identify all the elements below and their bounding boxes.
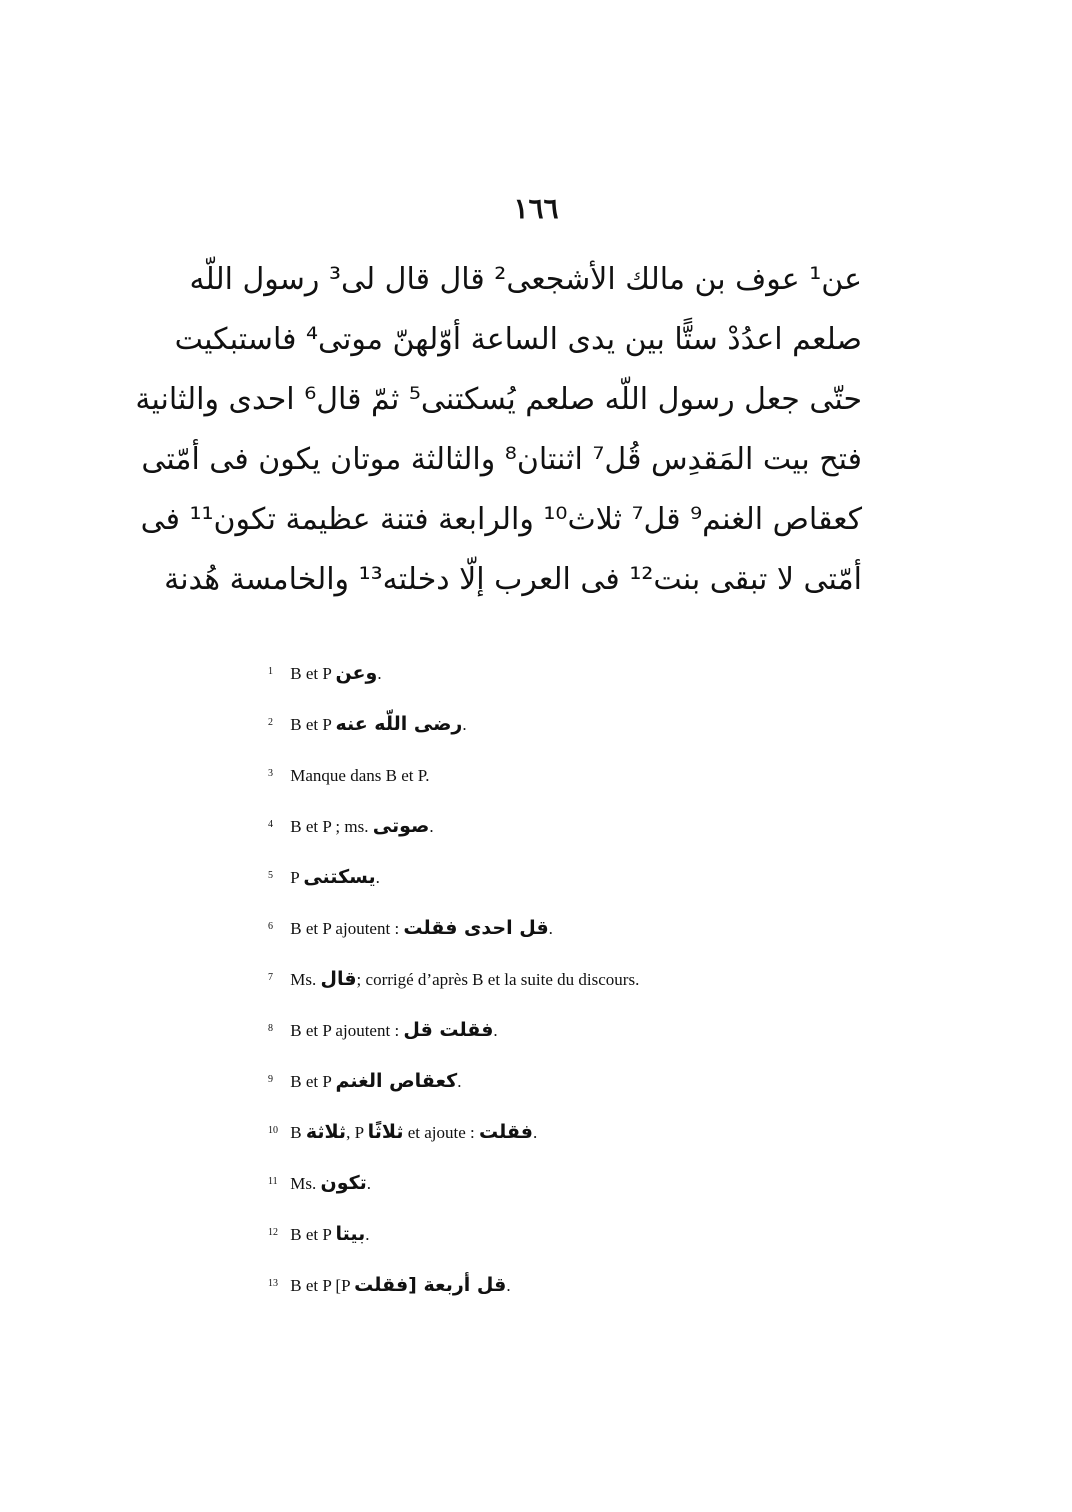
footnote-text: B et P ; ms.: [290, 817, 369, 836]
footnote-arabic: صوتى: [372, 815, 430, 837]
footnote-number: 9: [268, 1074, 273, 1085]
main-text: [135, 250, 862, 610]
footnote-text: .: [548, 919, 553, 938]
footnote-text: B et P [P: [290, 1276, 350, 1295]
footnote-number: 2: [268, 717, 273, 728]
footnote-text: .: [493, 1021, 498, 1040]
footnote-text: Ms.: [290, 970, 317, 989]
footnote: [268, 1264, 888, 1315]
footnote-arabic: تكون: [320, 1172, 367, 1194]
footnote-number: 1: [268, 666, 273, 677]
footnote: [268, 1060, 888, 1111]
footnote-number: 3: [268, 768, 273, 779]
footnote-text: B et P ajoutent :: [290, 1021, 400, 1040]
footnote-text: et ajoute :: [407, 1123, 475, 1142]
footnote: [268, 652, 888, 703]
footnote: [268, 1162, 888, 1213]
footnote-text: .: [375, 868, 380, 887]
footnote-arabic: كعقاص الغنم: [335, 1070, 458, 1092]
footnote-text: P: [290, 868, 300, 887]
footnote: [268, 1213, 888, 1264]
footnote-number: 13: [268, 1278, 278, 1289]
footnote-text: .: [429, 817, 434, 836]
footnote-number: 4: [268, 819, 273, 830]
footnote-text: B et P ajoutent :: [290, 919, 400, 938]
footnote-number: 6: [268, 921, 273, 932]
text-line: فتح بيت المَقدِس قُل⁷ اثنتان⁸ والثالثة موتان يكون فى أمّتى: [141, 442, 862, 477]
footnote-text: Manque dans B et P.: [290, 766, 430, 785]
footnote-number: 12: [268, 1227, 278, 1238]
footnote-arabic: يسكتنى: [303, 866, 376, 888]
footnote-arabic: رضى اللّه عنه: [335, 713, 463, 735]
footnote-arabic: قال: [320, 968, 357, 990]
footnote-text: B et P: [290, 664, 332, 683]
footnote: [268, 754, 888, 805]
footnote-number: 11: [268, 1176, 278, 1187]
footnote-arabic: قل أربعة [فقلت: [354, 1274, 507, 1296]
footnote-number: 8: [268, 1023, 273, 1034]
footnote: [268, 1111, 888, 1162]
footnote-arabic: قل احدى فقلت: [403, 917, 549, 939]
footnote-text: B et P: [290, 1072, 332, 1091]
footnote: [268, 907, 888, 958]
footnote-text: .: [506, 1276, 511, 1295]
text-line: عن¹ عوف بن مالك الأشجعى² قال قال لى³ رسول اللّه: [189, 262, 862, 297]
footnote-number: 10: [268, 1125, 278, 1136]
footnote-text: .: [365, 1225, 370, 1244]
text-line: أمّتى لا تبقى بنت¹² فى العرب إلّا دخلته¹³ والخامسة هُدنة: [164, 562, 862, 597]
footnote-text: B et P: [290, 715, 332, 734]
footnote-text: .: [366, 1174, 372, 1193]
footnotes: [268, 652, 888, 1315]
footnote-text: B et P: [290, 1225, 332, 1244]
footnote-text: .: [377, 664, 382, 683]
footnote-text: ; corrigé d’après B et la suite du discours.: [356, 970, 640, 989]
footnote: [268, 703, 888, 754]
footnote-text: .: [462, 715, 467, 734]
footnote-text: .: [533, 1123, 538, 1142]
footnote: [268, 1009, 888, 1060]
footnote-arabic: فقلت: [479, 1121, 534, 1143]
footnote-arabic: وعن: [335, 662, 378, 684]
text-line: كعقاص الغنم⁹ قل⁷ ثلاث¹⁰ والرابعة فتنة عظيمة تكون¹¹ فى: [140, 502, 862, 537]
footnote: [268, 805, 888, 856]
footnote-arabic: فقلت قل: [403, 1019, 494, 1041]
footnote: [268, 856, 888, 907]
footnote: [268, 958, 888, 1009]
page-number: ١٦٦: [513, 192, 559, 225]
footnote-number: 7: [268, 972, 273, 983]
footnote-text: .: [457, 1072, 462, 1091]
footnote-number: 5: [268, 870, 273, 881]
text-line: صلعم اعدُدْ ستًّا بين يدى الساعة أوّلهنّ موتى⁴ فاستبكيت: [174, 322, 862, 357]
footnote-arabic: بيتا: [335, 1223, 366, 1245]
footnote-text: , P: [346, 1123, 364, 1142]
footnote-arabic: ثلاثة: [305, 1121, 347, 1143]
footnote-text: B: [290, 1123, 302, 1142]
footnote-text: Ms.: [290, 1174, 317, 1193]
text-line: حتّى جعل رسول اللّه صلعم يُسكتنى⁵ ثمّ قال⁶ احدى والثانية: [135, 382, 862, 417]
footnote-arabic: ثلاثًا: [367, 1121, 404, 1143]
